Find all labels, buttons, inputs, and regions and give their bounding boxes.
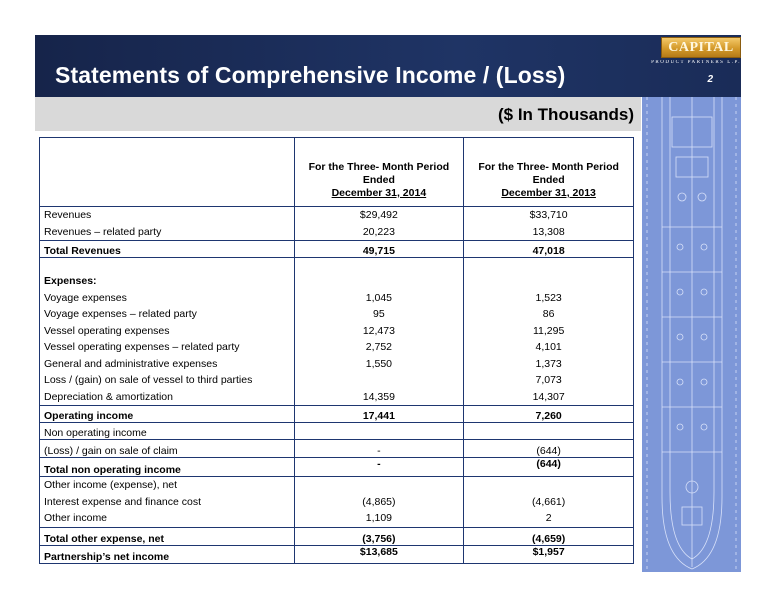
value-2013: $33,710	[529, 209, 568, 221]
ship-blueprint-image	[642, 97, 741, 572]
expenses-heading: Expenses:	[44, 275, 97, 287]
value-2013: 86	[542, 308, 555, 320]
revenues-group	[40, 207, 634, 241]
logo-subtext: PRODUCT PARTNERS L.P.	[651, 60, 741, 65]
row-label: Other income	[44, 512, 108, 524]
row-label: Voyage expenses – related party	[44, 308, 197, 320]
value-2013: 7,073	[535, 374, 562, 386]
row-label: General and administrative expenses	[44, 357, 218, 370]
value-2013: (644)	[464, 458, 634, 477]
income-statement-table	[39, 137, 634, 564]
row-label: Vessel operating expenses	[44, 324, 170, 337]
value-2013: 7,260	[464, 406, 634, 423]
page-title: Statements of Comprehensive Income / (Loss)	[55, 62, 566, 88]
row-label: Operating income	[40, 406, 295, 423]
non-operating-heading-row	[40, 423, 634, 440]
value-2013: $1,957	[464, 545, 634, 563]
column-header-2014: For the Three- Month Period Ended December 31, 2014	[294, 138, 464, 207]
value-2014: 95	[373, 308, 385, 320]
logo-text: CAPITAL	[668, 39, 734, 55]
row-label: Total other expense, net	[40, 527, 295, 545]
value-2013: 13,308	[532, 225, 565, 238]
value-2013: 14,307	[532, 390, 565, 403]
value-2013: (644)	[464, 440, 634, 458]
table-header-row	[40, 138, 634, 207]
value-2014: 12,473	[362, 324, 395, 337]
value-2013: 1,373	[535, 357, 562, 370]
value-2014: $13,685	[294, 545, 464, 563]
row-label: Depreciation & amortization	[44, 390, 173, 403]
page-number: 2	[707, 74, 713, 85]
total-non-operating-row	[40, 458, 634, 477]
value-2013: 11,295	[532, 324, 565, 337]
row-label: Other income (expense), net	[44, 479, 178, 491]
row-label: Total non operating income	[40, 458, 295, 477]
value-2014: 1,550	[365, 357, 393, 370]
net-income-row	[40, 545, 634, 563]
row-label: Total Revenues	[40, 241, 295, 258]
total-other-expense-row	[40, 527, 634, 545]
value-2014: 1,045	[365, 291, 393, 304]
row-label: Vessel operating expenses – related party	[44, 341, 240, 353]
value-2013: 1,523	[535, 291, 562, 304]
header-banner	[35, 35, 741, 97]
value-2014: 49,715	[294, 241, 464, 258]
operating-income-row	[40, 406, 634, 423]
row-label: Voyage expenses	[44, 291, 127, 304]
other-income-group	[40, 477, 634, 528]
value-2014: 17,441	[294, 406, 464, 423]
value-2014: 20,223	[362, 225, 395, 238]
value-2013: 4,101	[535, 341, 562, 353]
company-logo	[661, 37, 741, 58]
value-2014: 2,752	[365, 341, 393, 353]
value-2014: (3,756)	[294, 527, 464, 545]
value-2014: -	[294, 458, 464, 477]
row-label: Interest expense and finance cost	[44, 495, 202, 508]
value-2013: (4,661)	[531, 495, 566, 508]
row-label: (Loss) / gain on sale of claim	[40, 440, 295, 458]
header-blank-cell	[40, 138, 295, 207]
row-label: Partnership’s net income	[40, 545, 295, 563]
row-label: Revenues – related party	[44, 225, 162, 238]
units-bar	[35, 97, 641, 131]
value-2013: (4,659)	[464, 527, 634, 545]
claim-row	[40, 440, 634, 458]
column-header-2013: For the Three- Month Period Ended December 31, 2013	[464, 138, 634, 207]
ship-blueprint-icon	[642, 97, 741, 572]
units-label: ($ In Thousands)	[498, 105, 634, 124]
value-2014: (4,865)	[362, 495, 396, 508]
value-2014: -	[294, 440, 464, 458]
value-2014: 1,109	[365, 512, 393, 524]
value-2013: 2	[545, 512, 552, 524]
row-label: Revenues	[44, 209, 92, 221]
expenses-group	[40, 258, 634, 406]
total-revenues-row	[40, 241, 634, 258]
value-2014: 14,359	[362, 390, 395, 403]
value-2014: $29,492	[359, 209, 398, 221]
row-label: Non operating income	[40, 423, 295, 440]
row-label: Loss / (gain) on sale of vessel to third parties	[44, 374, 253, 386]
value-2013: 47,018	[464, 241, 634, 258]
